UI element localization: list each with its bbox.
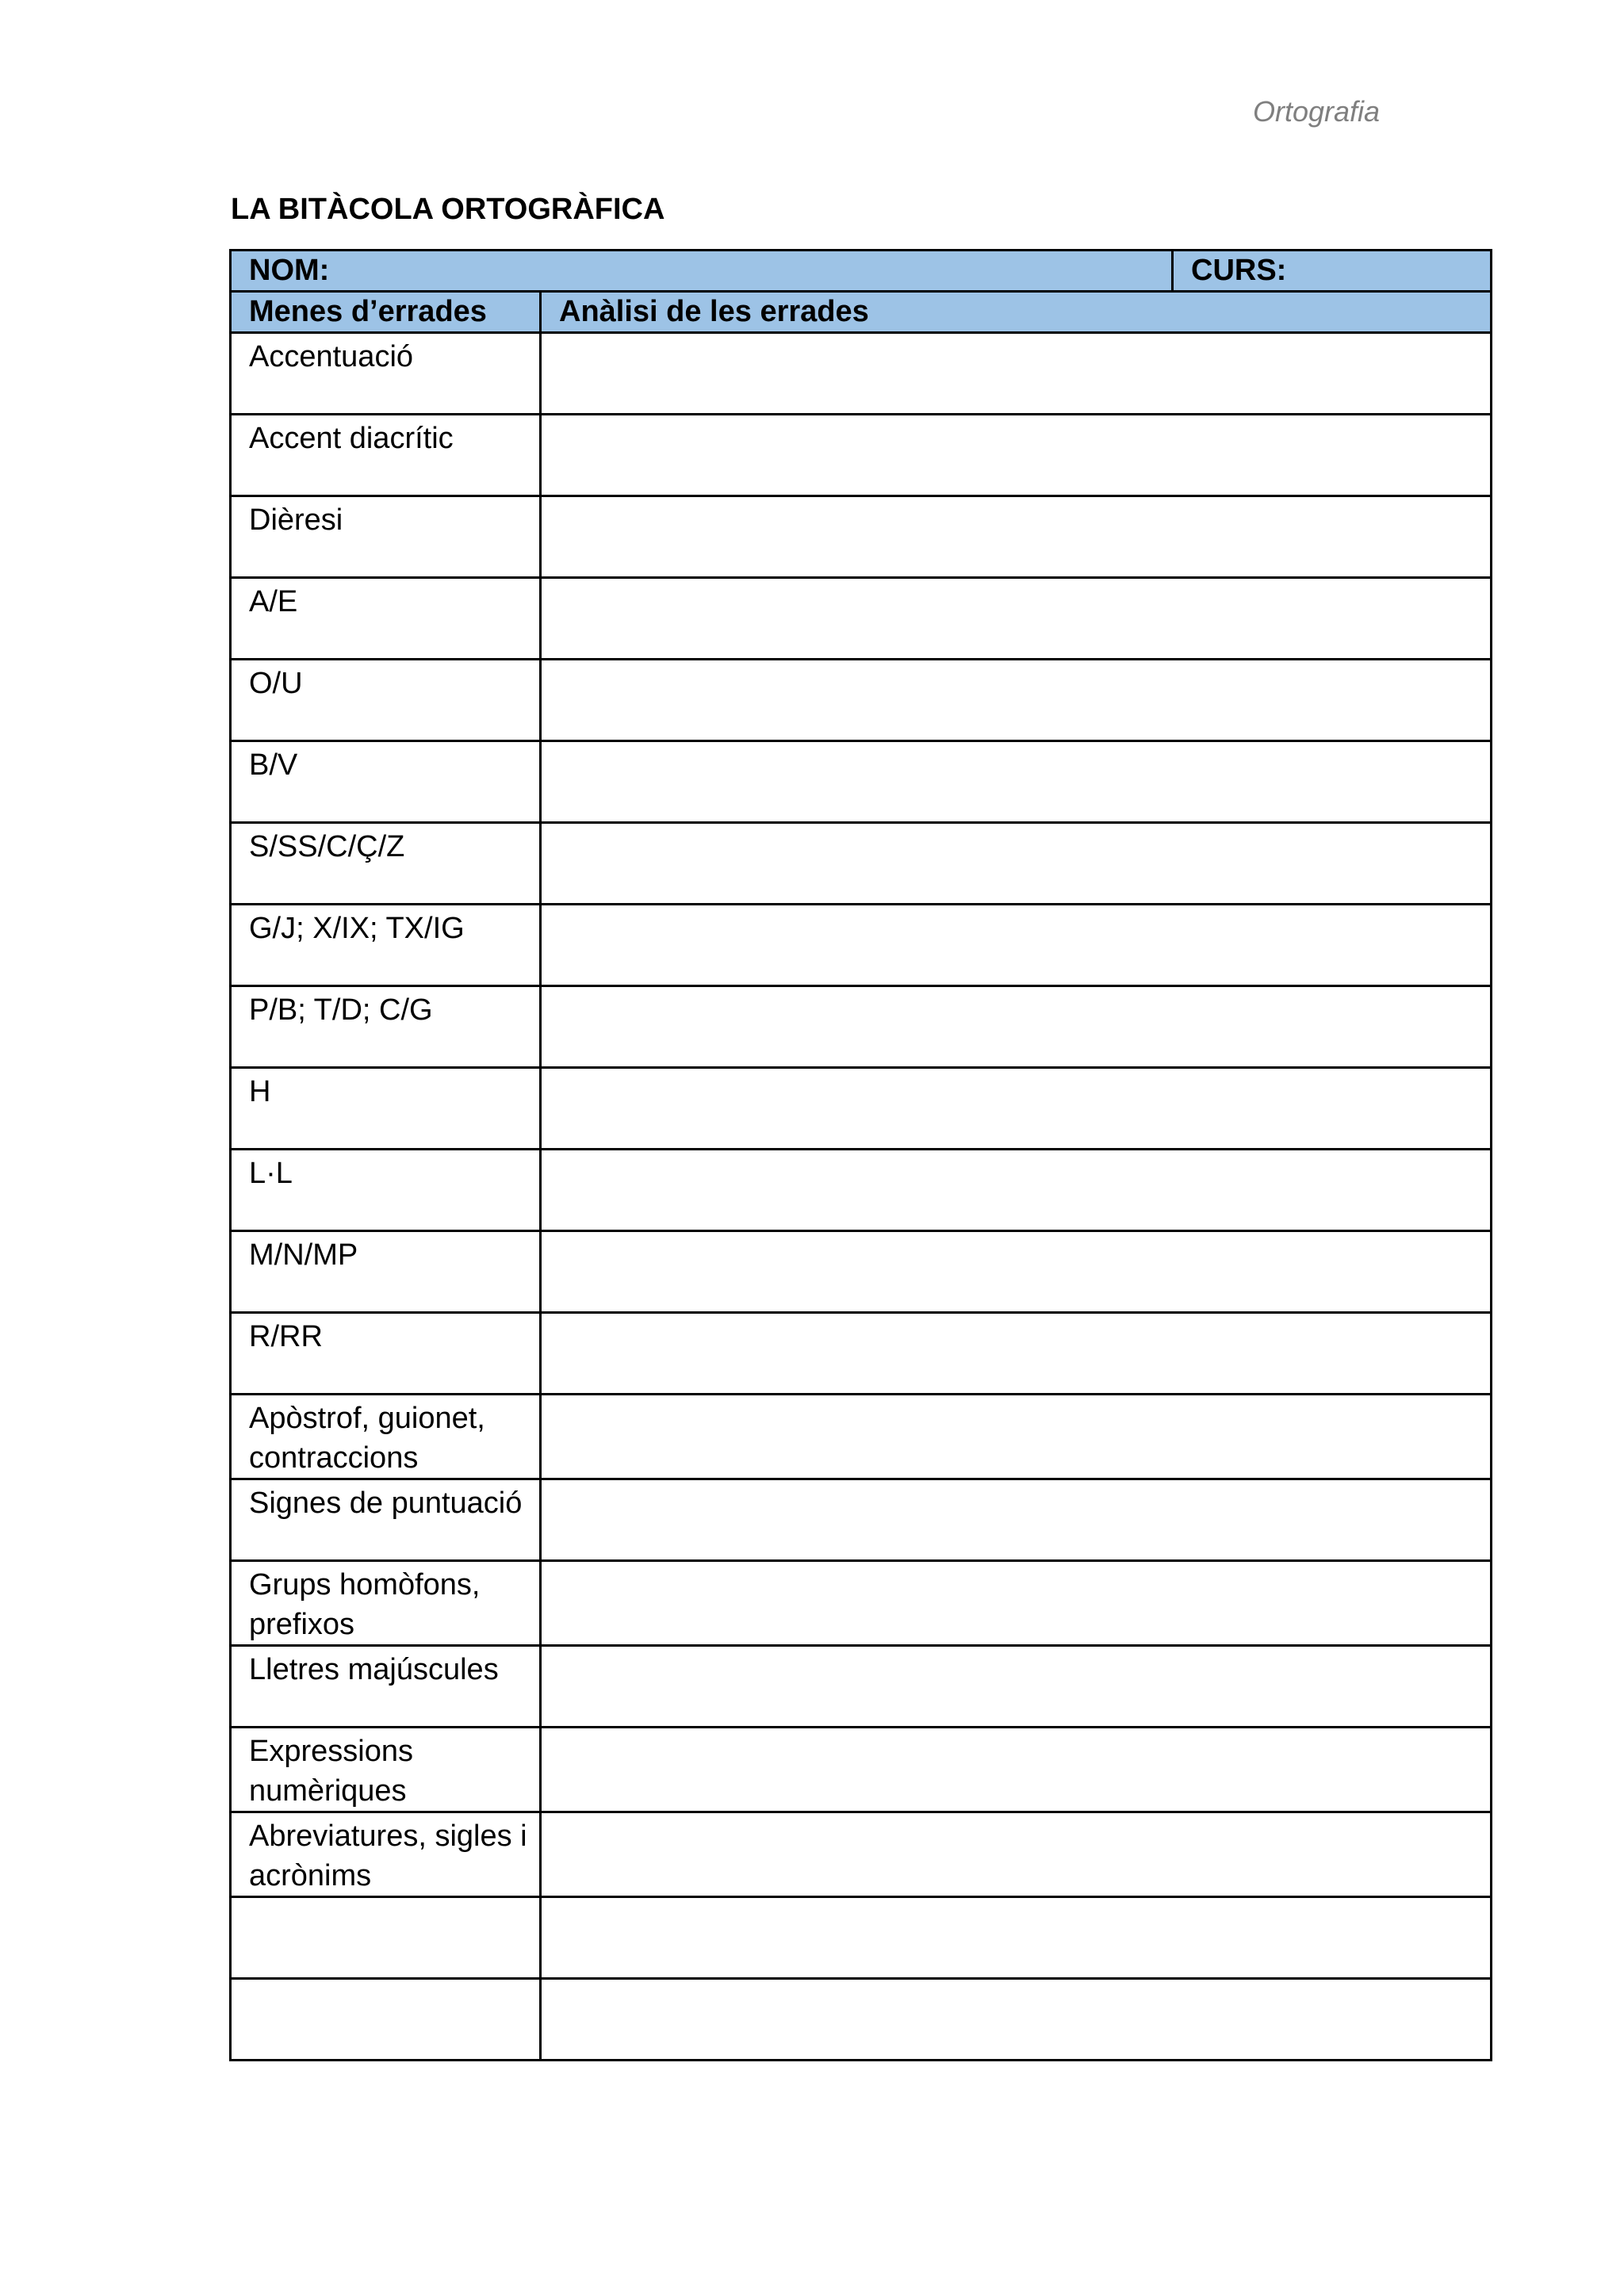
analysis-cell[interactable] bbox=[541, 578, 1492, 660]
analysis-cell[interactable] bbox=[541, 1728, 1492, 1812]
table-row bbox=[231, 333, 1492, 415]
analysis-cell[interactable] bbox=[541, 1646, 1492, 1728]
table-row bbox=[231, 1313, 1492, 1395]
error-type-cell: G/J; X/IX; TX/IG bbox=[231, 905, 541, 986]
table-row bbox=[231, 1231, 1492, 1313]
analysis-cell[interactable] bbox=[541, 1479, 1492, 1561]
table-row bbox=[231, 1728, 1492, 1812]
analysis-cell[interactable] bbox=[541, 660, 1492, 741]
table-row bbox=[231, 823, 1492, 905]
name-course-row bbox=[231, 251, 1492, 292]
analysis-cell[interactable] bbox=[541, 1979, 1492, 2061]
error-type-cell: P/B; T/D; C/G bbox=[231, 986, 541, 1068]
error-type-cell: Signes de puntuació bbox=[231, 1479, 541, 1561]
error-type-cell: Grups homòfons, prefixos bbox=[231, 1561, 541, 1646]
table-row bbox=[231, 1150, 1492, 1231]
analysis-cell[interactable] bbox=[541, 1231, 1492, 1313]
error-type-cell: S/SS/C/Ç/Z bbox=[231, 823, 541, 905]
analysis-cell[interactable] bbox=[541, 415, 1492, 496]
error-type-cell: L·L bbox=[231, 1150, 541, 1231]
analysis-cell[interactable] bbox=[541, 905, 1492, 986]
column-header-error-types: Menes d’errades bbox=[231, 292, 541, 333]
error-type-cell: H bbox=[231, 1068, 541, 1150]
error-type-cell: Abreviatures, sigles i acrònims bbox=[231, 1812, 541, 1897]
error-type-cell bbox=[231, 1897, 541, 1979]
document-title: LA BITÀCOLA ORTOGRÀFICA bbox=[231, 193, 665, 226]
error-type-cell: Accent diacrític bbox=[231, 415, 541, 496]
error-type-cell: Apòstrof, guionet, contraccions bbox=[231, 1395, 541, 1479]
table-row bbox=[231, 578, 1492, 660]
error-type-cell: M/N/MP bbox=[231, 1231, 541, 1313]
analysis-cell[interactable] bbox=[541, 1313, 1492, 1395]
analysis-cell[interactable] bbox=[541, 1561, 1492, 1646]
analysis-cell[interactable] bbox=[541, 1395, 1492, 1479]
table-row bbox=[231, 1068, 1492, 1150]
table-row bbox=[231, 1479, 1492, 1561]
table-row bbox=[231, 905, 1492, 986]
bitacola-table bbox=[229, 249, 1492, 2061]
table-row bbox=[231, 1561, 1492, 1646]
header-section-label: Ortografia bbox=[1253, 95, 1381, 128]
table-row bbox=[231, 1897, 1492, 1979]
table-row bbox=[231, 415, 1492, 496]
analysis-cell[interactable] bbox=[541, 496, 1492, 578]
table-row bbox=[231, 1395, 1492, 1479]
analysis-cell[interactable] bbox=[541, 741, 1492, 823]
error-type-cell: Lletres majúscules bbox=[231, 1646, 541, 1728]
error-type-cell: O/U bbox=[231, 660, 541, 741]
table-row bbox=[231, 1979, 1492, 2061]
column-header-analysis: Anàlisi de les errades bbox=[541, 292, 1492, 333]
error-type-cell: Accentuació bbox=[231, 333, 541, 415]
table-row bbox=[231, 986, 1492, 1068]
analysis-cell[interactable] bbox=[541, 333, 1492, 415]
curs-field[interactable]: CURS: bbox=[1173, 251, 1492, 292]
table-row bbox=[231, 496, 1492, 578]
error-type-cell: Dièresi bbox=[231, 496, 541, 578]
error-type-cell bbox=[231, 1979, 541, 2061]
error-type-cell: R/RR bbox=[231, 1313, 541, 1395]
table-row bbox=[231, 660, 1492, 741]
error-type-cell: B/V bbox=[231, 741, 541, 823]
table-row bbox=[231, 741, 1492, 823]
nom-field[interactable]: NOM: bbox=[231, 251, 1173, 292]
analysis-cell[interactable] bbox=[541, 1150, 1492, 1231]
error-type-cell: A/E bbox=[231, 578, 541, 660]
table-row bbox=[231, 1646, 1492, 1728]
analysis-cell[interactable] bbox=[541, 823, 1492, 905]
error-type-cell: Expressions numèriques bbox=[231, 1728, 541, 1812]
analysis-cell[interactable] bbox=[541, 986, 1492, 1068]
table-row bbox=[231, 1812, 1492, 1897]
analysis-cell[interactable] bbox=[541, 1812, 1492, 1897]
column-header-row bbox=[231, 292, 1492, 333]
analysis-cell[interactable] bbox=[541, 1068, 1492, 1150]
analysis-cell[interactable] bbox=[541, 1897, 1492, 1979]
